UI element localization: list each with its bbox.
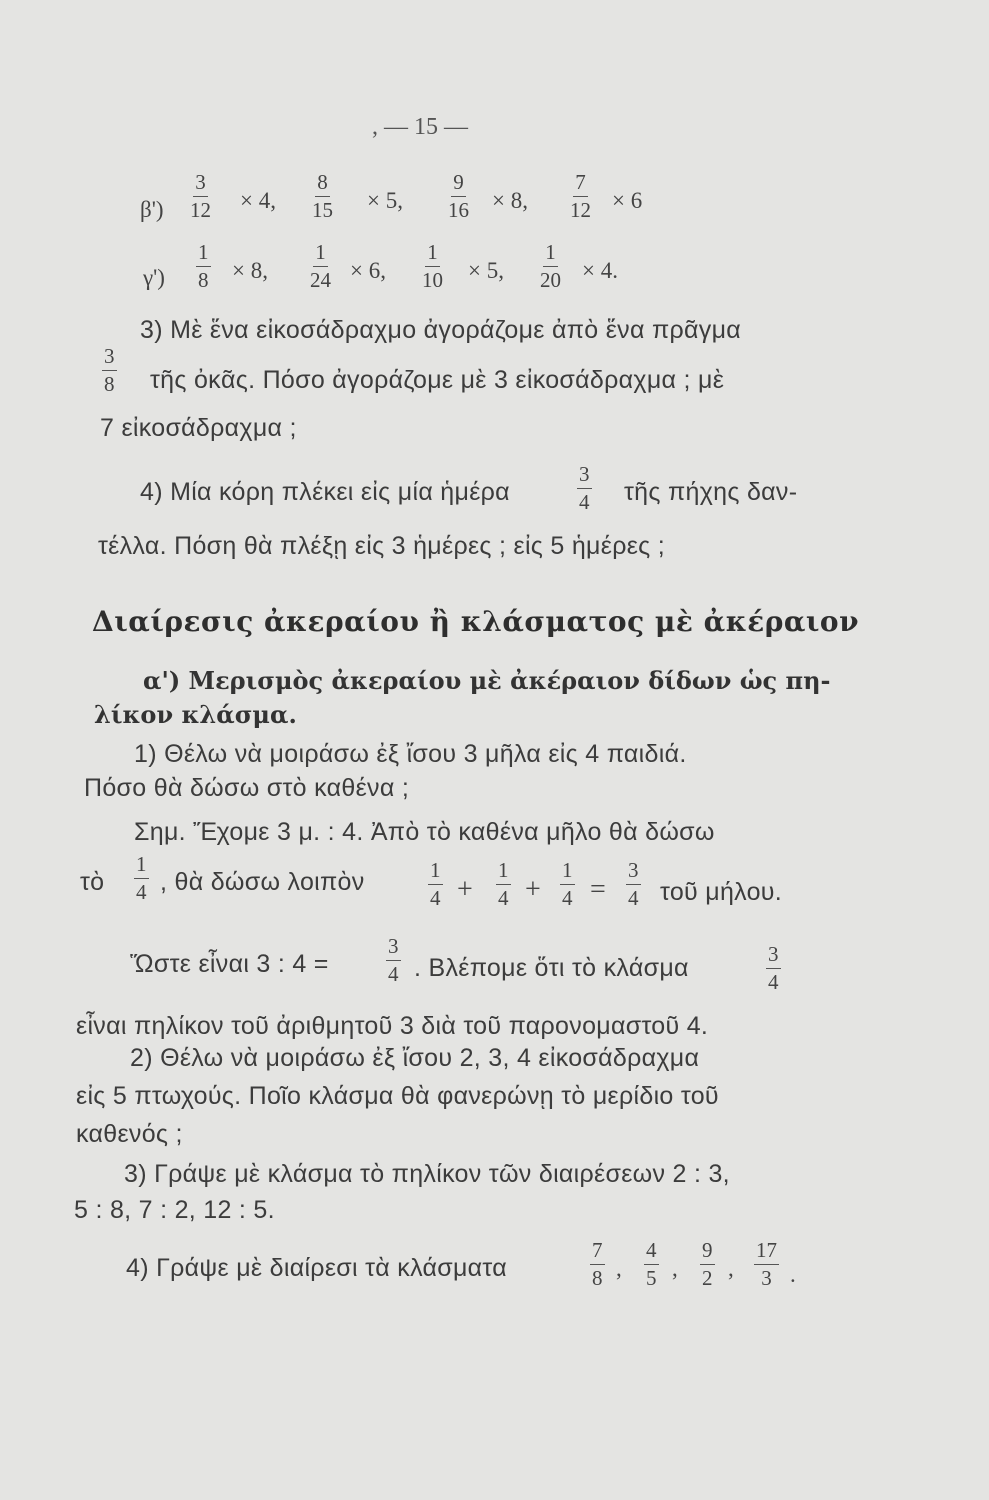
ex-b-frac-3: $\frac{9}{16}$ — [448, 170, 469, 222]
conclusion-mid: . Βλέπομε ὅτι τὸ κλάσμα — [414, 954, 689, 982]
section-heading: Διαίρεσις ἀκεραίου ἢ κλάσματος μὲ ἀκέραιον — [92, 605, 860, 638]
subheading-line-1: α') Μερισμὸς ἀκεραίου μὲ ἀκέραιον δίδων ὡς πη- — [143, 666, 831, 695]
q4-fraction-1: $\frac{7}{8}$ — [592, 1238, 603, 1290]
note-plus-2: + — [525, 874, 541, 905]
q3-line-1: 3) Γράψε μὲ κλάσμα τὸ πηλίκον τῶν διαιρέσεων 2 : 3, — [124, 1160, 730, 1188]
ex-g-op-3: × 5, — [468, 258, 504, 283]
note-fraction-1: $\frac{1}{4}$ — [136, 852, 147, 904]
ex-b-frac-4: $\frac{7}{12}$ — [570, 170, 591, 222]
note-to: τὸ — [80, 868, 105, 896]
ex-g-frac-1: $\frac{1}{8}$ — [198, 240, 209, 292]
subheading-line-2: λίκον κλάσμα. — [94, 700, 297, 729]
conclusion-fraction-2: $\frac{3}{4}$ — [768, 942, 779, 994]
q4-fraction-3: $\frac{9}{2}$ — [702, 1238, 713, 1290]
q2-line-3: καθενός ; — [76, 1120, 183, 1148]
ex-b-frac-2: $\frac{8}{15}$ — [312, 170, 333, 222]
p4-line-1: 4) Μία κόρη πλέκει εἰς μία ἡμέρα — [140, 478, 510, 506]
conclusion-line-2: εἶναι πηλίκον τοῦ ἀριθμητοῦ 3 διὰ τοῦ παρονομαστοῦ 4. — [76, 1012, 709, 1040]
note-equals: = — [590, 874, 606, 905]
q3-line-2: 5 : 8, 7 : 2, 12 : 5. — [74, 1196, 275, 1224]
q1-line-2: Πόσο θὰ δώσω στὸ καθένα ; — [84, 774, 410, 802]
ex-b-op-3: × 8, — [492, 188, 528, 213]
page-number: , — 15 — — [372, 114, 468, 140]
p4-line-1-end: τῆς πήχης δαν- — [624, 478, 798, 506]
ex-g-op-2: × 6, — [350, 258, 386, 283]
note-end: τοῦ μήλου. — [660, 878, 782, 906]
ex-g-op-1: × 8, — [232, 258, 268, 283]
q4-comma-3: , — [728, 1256, 734, 1281]
ex-g-op-4: × 4. — [582, 258, 618, 283]
p3-line-2: τῆς ὀκᾶς. Πόσο ἀγοράζομε μὲ 3 εἰκοσάδραχμα ; μὲ — [150, 366, 725, 394]
q4-text: 4) Γράψε μὲ διαίρεσι τὰ κλάσματα — [126, 1254, 508, 1282]
note-sum-fraction-1: $\frac{1}{4}$ — [430, 858, 441, 910]
p4-fraction: $\frac{3}{4}$ — [579, 462, 590, 514]
ex-g-frac-2: $\frac{1}{24}$ — [310, 240, 331, 292]
p3-fraction: $\frac{3}{8}$ — [104, 344, 115, 396]
p3-line-3: 7 εἰκοσάδραχμα ; — [100, 414, 297, 442]
ex-b-op-2: × 5, — [367, 188, 403, 213]
ex-g-frac-3: $\frac{1}{10}$ — [422, 240, 443, 292]
q4-end: . — [790, 1262, 796, 1287]
q4-fraction-2: $\frac{4}{5}$ — [646, 1238, 657, 1290]
note-plus-1: + — [457, 874, 473, 905]
ex-g-label: γ') — [143, 265, 165, 290]
note-result-fraction: $\frac{3}{4}$ — [628, 858, 639, 910]
p3-line-1: 3) Μὲ ἕνα εἰκοσάδραχμο ἀγοράζομε ἀπὸ ἕνα πρᾶγμα — [140, 316, 742, 344]
ex-b-op-4: × 6 — [612, 188, 643, 213]
q2-line-2: εἰς 5 πτωχούς. Ποῖο κλάσμα θὰ φανερώνῃ τὸ μερίδιο τοῦ — [76, 1082, 719, 1110]
conclusion-fraction: $\frac{3}{4}$ — [388, 934, 399, 986]
q1-line-1: 1) Θέλω νὰ μοιράσω ἐξ ἴσου 3 μῆλα εἰς 4 παιδιά. — [134, 740, 687, 768]
note-sum-fraction-3: $\frac{1}{4}$ — [562, 858, 573, 910]
ex-b-op-1: × 4, — [240, 188, 276, 213]
q4-fraction-4: $\frac{17}{3}$ — [756, 1238, 777, 1290]
ex-b-frac-1: $\frac{3}{12}$ — [190, 170, 211, 222]
p4-line-2: τέλλα. Πόση θὰ πλέξῃ εἰς 3 ἡμέρες ; εἰς 5 ἡμέρες ; — [98, 532, 666, 560]
q2-line-1: 2) Θέλω νὰ μοιράσω ἐξ ἴσου 2, 3, 4 εἰκοσάδραχμα — [130, 1044, 700, 1072]
ex-b-label: β') — [140, 197, 164, 222]
note-line-1: Σημ. Ἔχομε 3 μ. : 4. Ἀπὸ τὸ καθένα μῆλο θὰ δώσω — [134, 818, 715, 846]
q4-comma-1: , — [616, 1256, 622, 1281]
ex-g-frac-4: $\frac{1}{20}$ — [540, 240, 561, 292]
conclusion-start: Ὥστε εἶναι 3 : 4 = — [130, 950, 329, 978]
note-sum-fraction-2: $\frac{1}{4}$ — [498, 858, 509, 910]
q4-comma-2: , — [672, 1256, 678, 1281]
note-mid-text: , θὰ δώσω λοιπὸν — [160, 868, 365, 896]
